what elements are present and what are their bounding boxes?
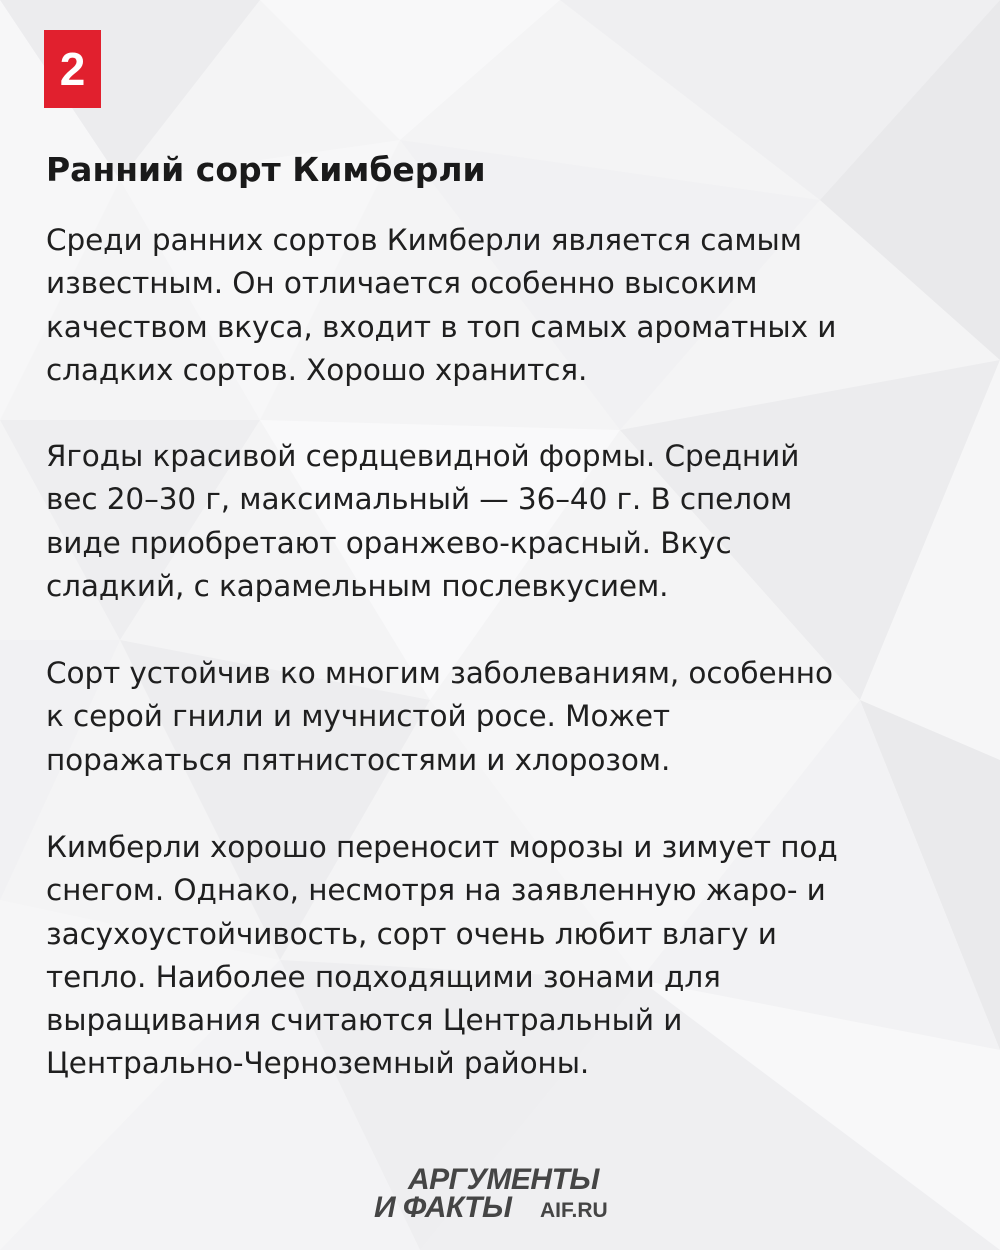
paragraph-berries: Ягоды красивой сердцевидной формы. Средний вес 20–30 г, максимальный — 36–40 г. В спелом виде приобретают оранжево-красный. Вкус сладкий, с карамельным послевкусием. (46, 439, 800, 603)
logo-line-arguments: АРГУМЕНТЫ (408, 1163, 599, 1196)
paragraph-climate: Кимберли хорошо переносит морозы и зимует под снегом. Однако, несмотря на заявленную жаро- и засухоустойчивость, сорт очень любит влагу и тепло. Наиболее подходящими зонами для выращивания считаются Центральный и Центрально-Черноземный районы. (46, 830, 838, 1081)
aif-logo (372, 1164, 632, 1226)
logo-domain: AIF.RU (540, 1199, 608, 1222)
slide-number-badge: 2 (44, 30, 101, 108)
logo-line-facts: И ФАКТЫ (374, 1191, 512, 1224)
paragraph-diseases: Сорт устойчив ко многим заболеваниям, особенно к серой гнили и мучнистой росе. Может поражаться пятнистостями и хлорозом. (46, 656, 833, 777)
paragraph-intro: Среди ранних сортов Кимберли является самым известным. Он отличается особенно высоким качеством вкуса, входит в топ самых ароматных и сладких сортов. Хорошо хранится. (46, 223, 837, 387)
heading: Ранний сорт Кимберли (46, 150, 486, 189)
